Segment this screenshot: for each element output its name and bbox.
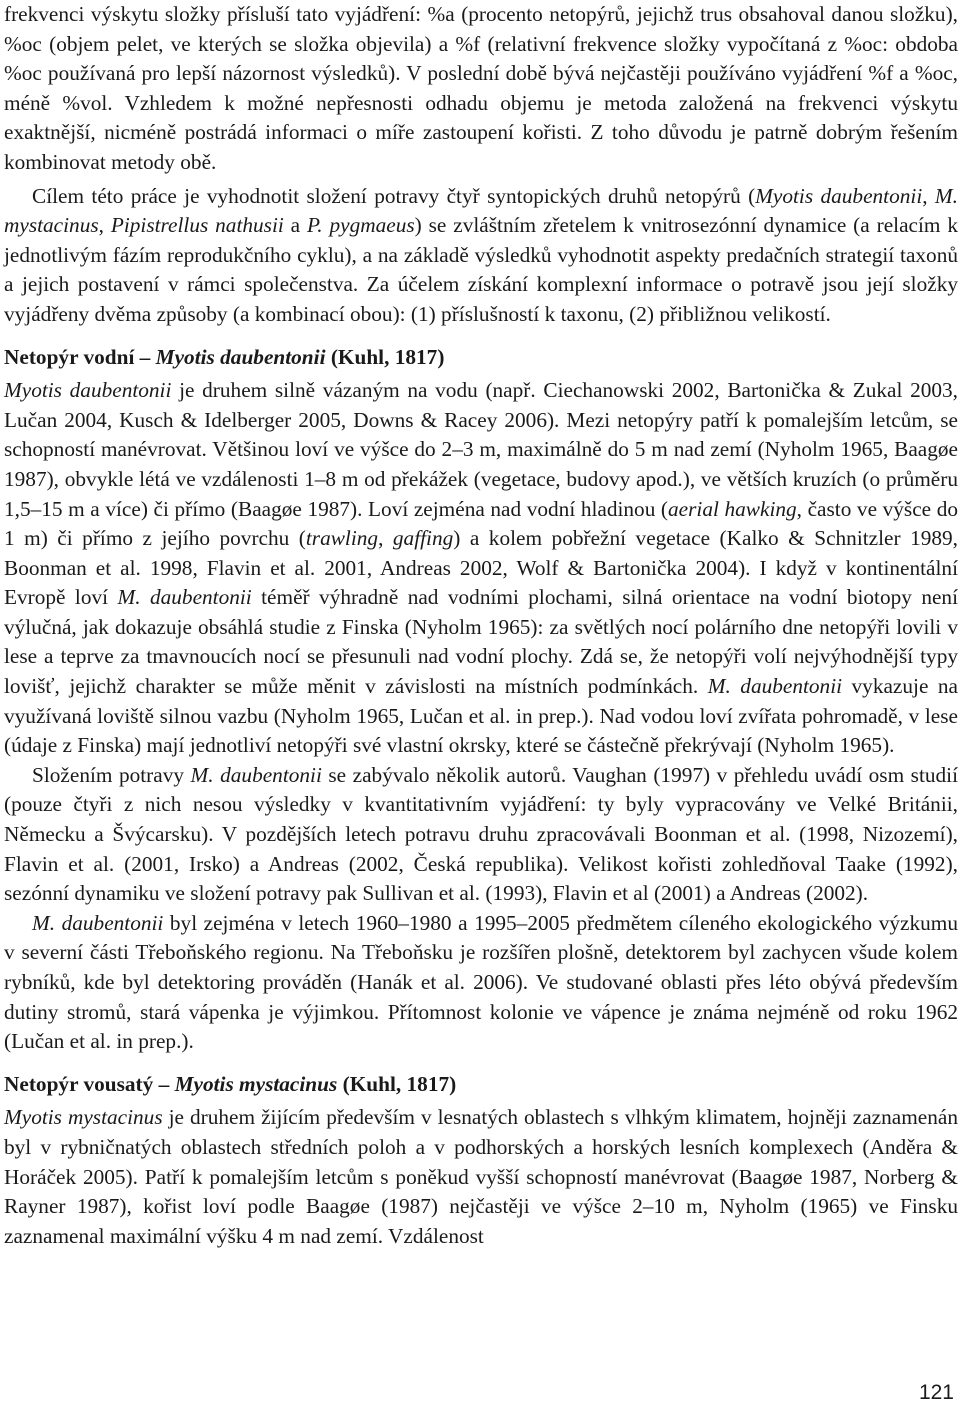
italic-text-run: Myotis mystacinus bbox=[4, 1105, 163, 1130]
italic-text-run: gaffing bbox=[392, 526, 454, 551]
text-run: , bbox=[378, 526, 393, 551]
paragraph-aims bbox=[4, 182, 958, 330]
paragraph-daubentonii-trebon bbox=[4, 909, 958, 1057]
text-run: je druhem žijícím především v lesnatých oblastech s vlhkým klimatem, hojněji zaznamenán byl v rybničnatých oblastech středních poloh a v podhorských a horských lesních komplexech (Anděra & Horáček 2005). Patří k pomalejším letcům s poněkud vyšší schopností manévrovat (Baagøe 1987, Norberg & Rayner 1987), kořist loví podle Baagøe (1987) nejčastěji ve výšce 2–10 m, Nyholm (1965) ve Finsku zaznamenal maximální výšku 4 m nad zemí. Vzdálenost bbox=[4, 1105, 958, 1248]
text-run: ) se zvláštním zřetelem k vnitrosezónní dynamice (a relacím k jednotlivým fázím reprodukčního cyklu), a na základě výsledků vyhodnotit aspekty predačních strategií taxonů a jejich postavení v rámci společenstva. Za účelem získání komplexní informace o potravě jsou její složky vyjádřeny dvěma způsoby (a kombinací obou): (1) příslušností k taxonu, (2) přibližnou velikostí. bbox=[4, 213, 958, 326]
text-run: frekvenci výskytu složky přísluší tato vyjádření: %a (procento netopýrů, jejichž trus obsahoval danou složku), %oc (objem pelet, ve kterých se složka objevila) a %f (relativní frekvence složky vypočítaná z %oc: obdoba %oc používaná pro lepší názornost výsledků). V poslední době bývá nejčastěji používáno vyjádření %f a %oc, méně %vol. Vzhledem k možné nepřesnosti odhadu objemu je metoda založená na frekvenci výskytu exaktnější, nicméně postrádá informaci o míře zastoupení kořisti. Z toho důvodu je patrně dobrým řešením kombinovat metody obě. bbox=[4, 2, 958, 174]
italic-text-run: M. daubentonii bbox=[190, 762, 322, 787]
text-run: téměř výhradně nad vodními plochami, silná orientace na vodní biotopy není výlučná, jak dokazuje obsáhlá studie z Finska (Nyholm 1965): za světlých nocí polárního dne netopýři lovili v lese a teprve za tmavnoucích nocí se přesunuli nad vodní plochy. Zdá se, že netopýři volí nejvýhodnější typy lovišť, jejichž charakter se může měnit v závislosti na místních podmínkách. bbox=[4, 585, 958, 699]
text-run: je druhem silně vázaným na vodu (např. Ciechanowski 2002, Bartonička & Zukal 2003, Lučan 2004, Kusch & Idelberger 2005, Downs & Racey 2006). Mezi netopýry patří k pomalejším letcům, se schopností manévrovat. Většinou loví ve výšce do 2–3 m, maximálně do 5 m nad zemí (Nyholm 1965, Baagøe 1987), obvykle létá ve vzdálenosti 1–8 m od překážek (vegetace, budovy apod.), ve větších kruzích (o průměru 1,5–15 m a více) či přímo (Baagøe 1987). Loví zejména nad vodní hladinou ( bbox=[4, 378, 959, 521]
italic-text-run: M. mystacinus bbox=[4, 183, 958, 238]
italic-text-run: M. daubentonii bbox=[32, 910, 164, 935]
paragraph-methods bbox=[4, 0, 958, 178]
section-heading-myotis-daubentonii bbox=[4, 343, 958, 373]
italic-text-run: Myotis mystacinus bbox=[174, 1071, 338, 1096]
text-run: Cílem této práce je vyhodnotit složení potravy čtyř syntopických druhů netopýrů ( bbox=[32, 183, 756, 208]
text-run: Netopýr vousatý – bbox=[4, 1071, 175, 1096]
text-run: vykazuje na využívaná loviště silnou vazbu (Nyholm 1965, Lučan et al. in prep.). Nad vodou loví zvířata pohromadě, v lese (údaje z Finska) mají jednotliví netopýři své vlastní okrsky, které se částečně překrývají (Nyholm 1965). bbox=[4, 674, 958, 758]
italic-text-run: Myotis daubentonii bbox=[4, 378, 172, 403]
text-run: byl zejména v letech 1960–1980 a 1995–2005 předmětem cíleného ekologického výzkumu v severní části Třeboňského regionu. Na Třeboňsku je rozšířen plošně, detektorem byl zachycen všude kolem rybníků, kde byl detektoring prováděn (Hanák et al. 2006). Ve studované oblasti přes léto obývá především dutiny stromů, stará vápenka je výjimkou. Přítomnost kolonie ve vápence je známa nejméně od roku 1962 (Lučan et al. in prep.). bbox=[4, 910, 958, 1054]
document-page bbox=[4, 0, 958, 1251]
italic-text-run: Pipistrellus nathusii bbox=[110, 213, 284, 238]
text-run: Složením potravy bbox=[32, 762, 191, 787]
italic-text-run: aerial hawking bbox=[668, 496, 797, 521]
italic-text-run: trawling bbox=[305, 526, 379, 551]
text-run: , bbox=[98, 213, 111, 238]
paragraph-mystacinus-ecology bbox=[4, 1103, 958, 1251]
section-heading-myotis-mystacinus bbox=[4, 1070, 958, 1100]
paragraph-daubentonii-diet-studies bbox=[4, 761, 958, 909]
text-run: Netopýr vodní – bbox=[4, 344, 156, 369]
italic-text-run: M. daubentonii bbox=[707, 674, 843, 699]
paragraph-daubentonii-ecology bbox=[4, 376, 958, 761]
text-run: (Kuhl, 1817) bbox=[337, 1071, 457, 1096]
text-run: (Kuhl, 1817) bbox=[325, 344, 445, 369]
page-number: 121 bbox=[918, 1381, 954, 1404]
text-run: se zabývalo několik autorů. Vaughan (1997) v přehledu uvádí osm studií (pouze čtyři z nich nesou výsledky v kvantitativním vyjádření: ty byly vypracovány ve Velké Británii, Německu a Švýcarsku). V pozdějších letech potravu druhu zpracovávali Boonman et al. (1998, Nizozemí), Flavin et al. (2001, Irsko) a Andreas (2002, Česká republika). Velikost kořisti zohledňoval Taake (1992), sezónní dynamiku ve složení potravy pak Sullivan et al. (1993), Flavin et al (2001) a Andreas (2002). bbox=[4, 762, 958, 906]
italic-text-run: P. pygmaeus bbox=[307, 213, 415, 238]
text-run: , bbox=[922, 183, 935, 208]
text-run: ) a kolem pobřežní vegetace (Kalko & Schnitzler 1989, Boonman et al. 1998, Flavin et al. 2001, Andreas 2002, Wolf & Bartonička 2004). I když v kontinentální Evropě loví bbox=[4, 526, 958, 610]
text-run: , často ve výšce do 1 m) či přímo z jejího povrchu ( bbox=[4, 496, 958, 551]
italic-text-run: M. daubentonii bbox=[117, 585, 252, 610]
text-run: a bbox=[283, 213, 308, 238]
italic-text-run: Myotis daubentonii bbox=[155, 344, 326, 369]
italic-text-run: Myotis daubentonii bbox=[755, 183, 923, 208]
